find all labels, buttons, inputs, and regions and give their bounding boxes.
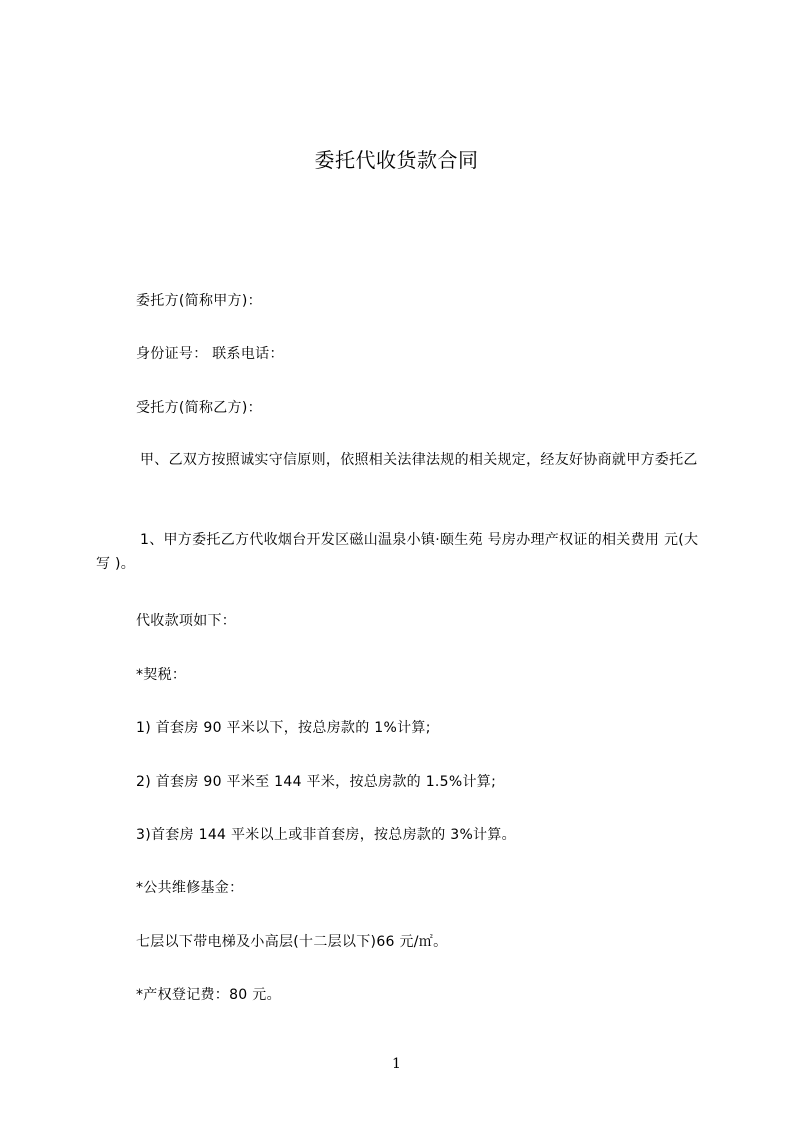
paragraph-deed-tax-1: 1) 首套房 90 平米以下，按总房款的 1%计算;: [136, 720, 431, 736]
paragraph-deed-tax-heading: *契税：: [136, 667, 187, 683]
paragraph-principal: 委托方(简称甲方)：: [136, 293, 262, 309]
paragraph-deed-tax-3: 3)首套房 144 平米以上或非首套房，按总房款的 3%计算。: [136, 827, 516, 843]
paragraph-clause-1: 1、甲方委托乙方代收烟台开发区磁山温泉小镇·颐生苑 号房办理产权证的相关费用 元(大写 )。: [96, 532, 699, 572]
paragraph-maintenance-fund-heading: *公共维修基金：: [136, 880, 244, 896]
paragraph-maintenance-fund-rate: 七层以下带电梯及小高层(十二层以下)66 元/㎡。: [136, 934, 448, 950]
paragraph-items-heading: 代收款项如下：: [136, 613, 237, 629]
paragraph-registration-fee: *产权登记费：80 元。: [136, 987, 281, 1003]
paragraph-agent: 受托方(简称乙方)：: [136, 400, 262, 416]
paragraph-deed-tax-2: 2) 首套房 90 平米至 144 平米，按总房款的 1.5%计算;: [136, 774, 497, 790]
page-number: 1: [392, 1056, 401, 1072]
document-title: 委托代收货款合同: [314, 148, 479, 172]
paragraph-id-phone: 身份证号： 联系电话：: [136, 346, 284, 362]
paragraph-preamble: 甲、乙双方按照诚实守信原则，依照相关法律法规的相关规定，经友好协商就甲方委托乙: [140, 452, 698, 468]
